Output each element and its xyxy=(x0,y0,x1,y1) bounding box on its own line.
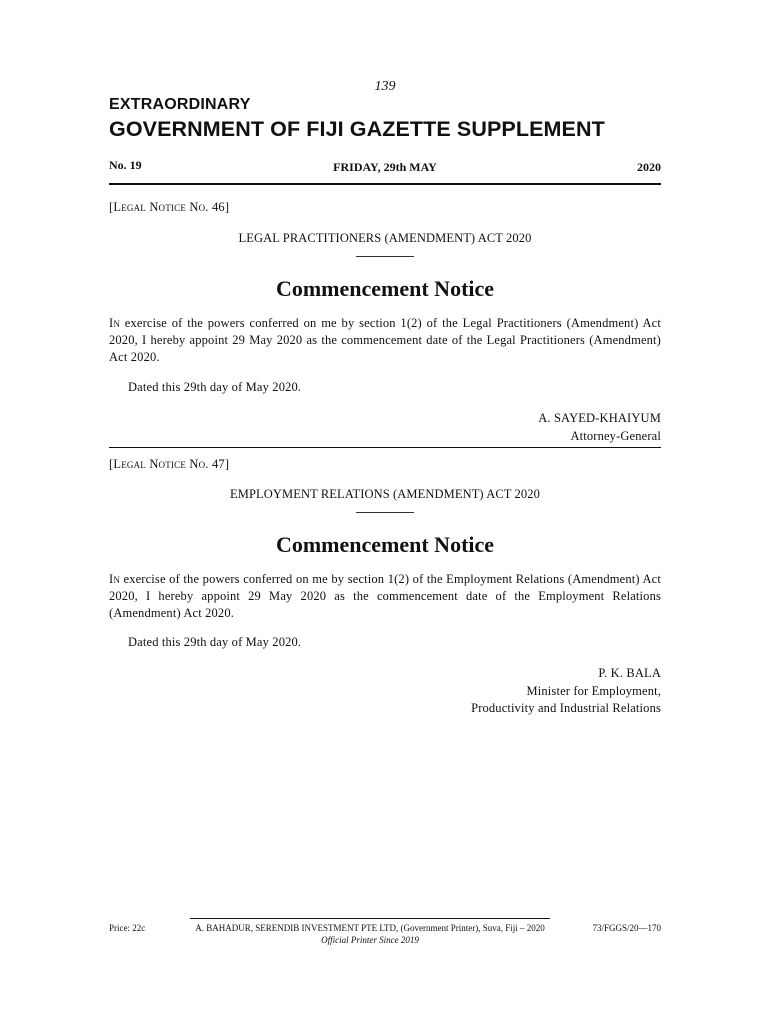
issue-number: No. 19 xyxy=(109,158,142,172)
issue-date: FRIDAY, 29th MAY xyxy=(333,160,437,174)
notice-heading: Commencement Notice xyxy=(275,532,495,557)
legal-notice-ref-text: [Legal Notice No. 46] xyxy=(109,200,230,214)
footer-code: 73/FGGS/20—170 xyxy=(592,923,661,933)
legal-notice-ref-text: [Legal Notice No. 47] xyxy=(109,457,230,471)
issue-year: 2020 xyxy=(637,160,661,174)
notice-body-lead: In xyxy=(109,316,120,330)
footer-rule xyxy=(190,918,550,919)
footer-printer: A. BAHADUR, SERENDIB INVESTMENT PTE LTD, (Government Printer), Suva, Fiji – 2020 xyxy=(195,923,545,933)
notice-body xyxy=(109,315,661,366)
signature-block xyxy=(109,665,661,718)
act-title-dash xyxy=(356,512,414,513)
notice-body-lead: In xyxy=(109,572,120,586)
dated-line: Dated this 29th day of May 2020. xyxy=(128,380,302,394)
extraordinary-label: EXTRAORDINARY xyxy=(109,96,251,113)
signatory-name: A. SAYED-KHAIYUM xyxy=(538,411,661,425)
act-title: EMPLOYMENT RELATIONS (AMENDMENT) ACT 2020 xyxy=(230,487,540,501)
footer-price: Price: 22c xyxy=(109,923,146,933)
signatory-name: P. K. BALA xyxy=(598,666,661,680)
notice-body-text: exercise of the powers conferred on me by section 1(2) of the Employment Relations (Amendment) Act 2020, I hereby appoint 29 May 2020 as the commencement date of the Employment Relations (Amendment) Act 2020. xyxy=(109,572,661,620)
dated-line: Dated this 29th day of May 2020. xyxy=(128,635,302,649)
notice-body-text: exercise of the powers conferred on me by section 1(2) of the Legal Practitioners (Amendment) Act 2020, I hereby appoint 29 May 2020 as the commencement date of the Legal Practitioners (Amendment) Act 2020. xyxy=(109,316,661,364)
signatory-title: Attorney-General xyxy=(570,428,661,443)
gazette-title: GOVERNMENT OF FIJI GAZETTE SUPPLEMENT xyxy=(109,117,605,141)
signature-block xyxy=(109,410,661,445)
signatory-title: Productivity and Industrial Relations xyxy=(471,701,661,715)
legal-notice-ref xyxy=(109,457,229,472)
header-rule xyxy=(109,183,661,185)
notice-body xyxy=(109,571,661,622)
notice-heading: Commencement Notice xyxy=(275,276,495,301)
legal-notice-ref xyxy=(109,200,229,215)
page-number: 139 xyxy=(374,79,396,94)
notice-separator xyxy=(109,447,661,448)
act-title: LEGAL PRACTITIONERS (AMENDMENT) ACT 2020 xyxy=(238,231,532,245)
footer-printer-since: Official Printer Since 2019 xyxy=(321,935,419,945)
signatory-title: Minister for Employment, xyxy=(526,683,661,698)
act-title-dash xyxy=(356,256,414,257)
